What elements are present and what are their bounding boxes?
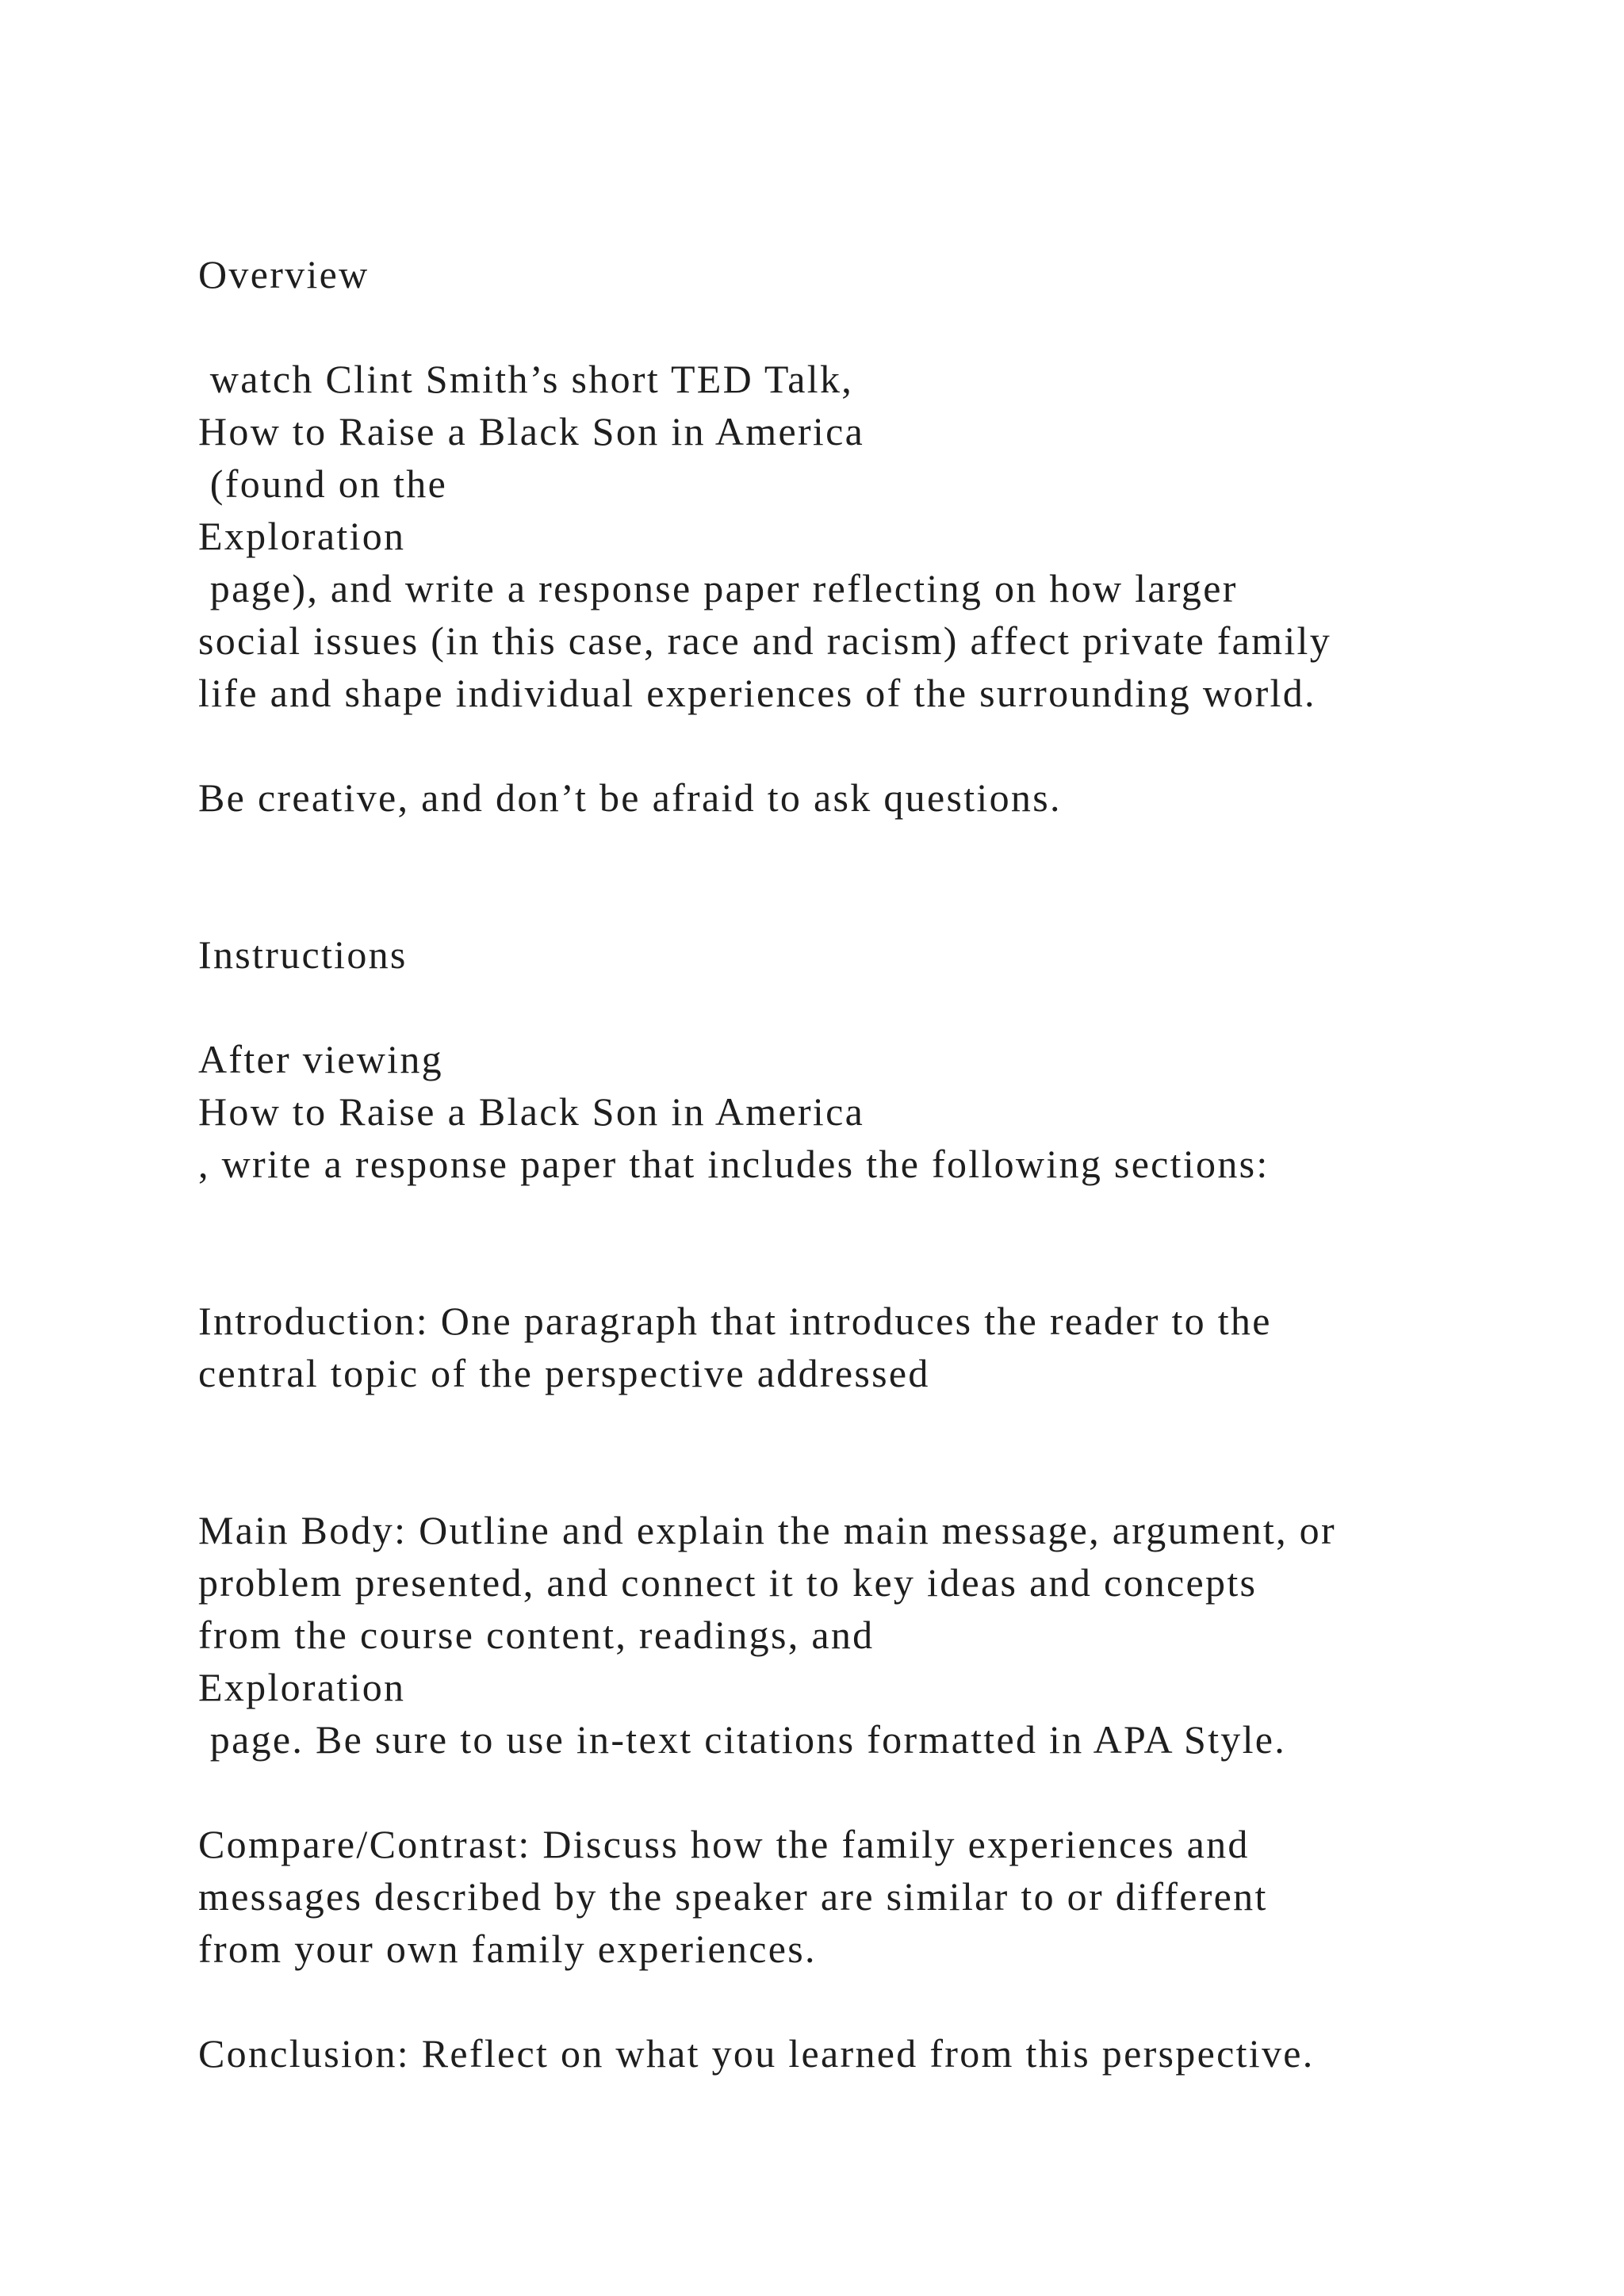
text-line: life and shape individual experiences of the surrounding world. — [198, 671, 1316, 715]
heading-instructions: Instructions — [198, 932, 408, 977]
text-line: (found on the — [198, 461, 448, 506]
section-compare-contrast: Compare/Contrast: Discuss how the family experiences and — [198, 1822, 1250, 1866]
text-line: central topic of the perspective addressed — [198, 1351, 930, 1395]
text-line: watch Clint Smith’s short TED Talk, — [198, 357, 854, 401]
text-line: After viewing — [198, 1037, 443, 1081]
text-line: problem presented, and connect it to key ideas and concepts — [198, 1560, 1258, 1605]
text-line: social issues (in this case, race and racism) affect private family — [198, 618, 1332, 663]
heading-overview: Overview — [198, 252, 370, 297]
text-line: How to Raise a Black Son in America — [198, 409, 865, 453]
section-introduction: Introduction: One paragraph that introduces the reader to the — [198, 1299, 1272, 1343]
text-line: from your own family experiences. — [198, 1927, 817, 1971]
text-line: page), and write a response paper reflecting on how larger — [198, 566, 1238, 610]
text-line: How to Raise a Black Son in America — [198, 1089, 865, 1134]
section-conclusion: Conclusion: Reflect on what you learned from this perspective. — [198, 2031, 1315, 2076]
text-line: Be creative, and don’t be afraid to ask questions. — [198, 775, 1062, 820]
section-main-body: Main Body: Outline and explain the main message, argument, or — [198, 1508, 1336, 1552]
text-line: from the course content, readings, and — [198, 1613, 875, 1657]
text-line: Exploration — [198, 514, 406, 558]
text-line: messages described by the speaker are similar to or different — [198, 1874, 1268, 1919]
text-line: Exploration — [198, 1665, 406, 1709]
text-line: page. Be sure to use in-text citations formatted in APA Style. — [198, 1717, 1287, 1762]
text-line: , write a response paper that includes the following sections: — [198, 1142, 1270, 1186]
